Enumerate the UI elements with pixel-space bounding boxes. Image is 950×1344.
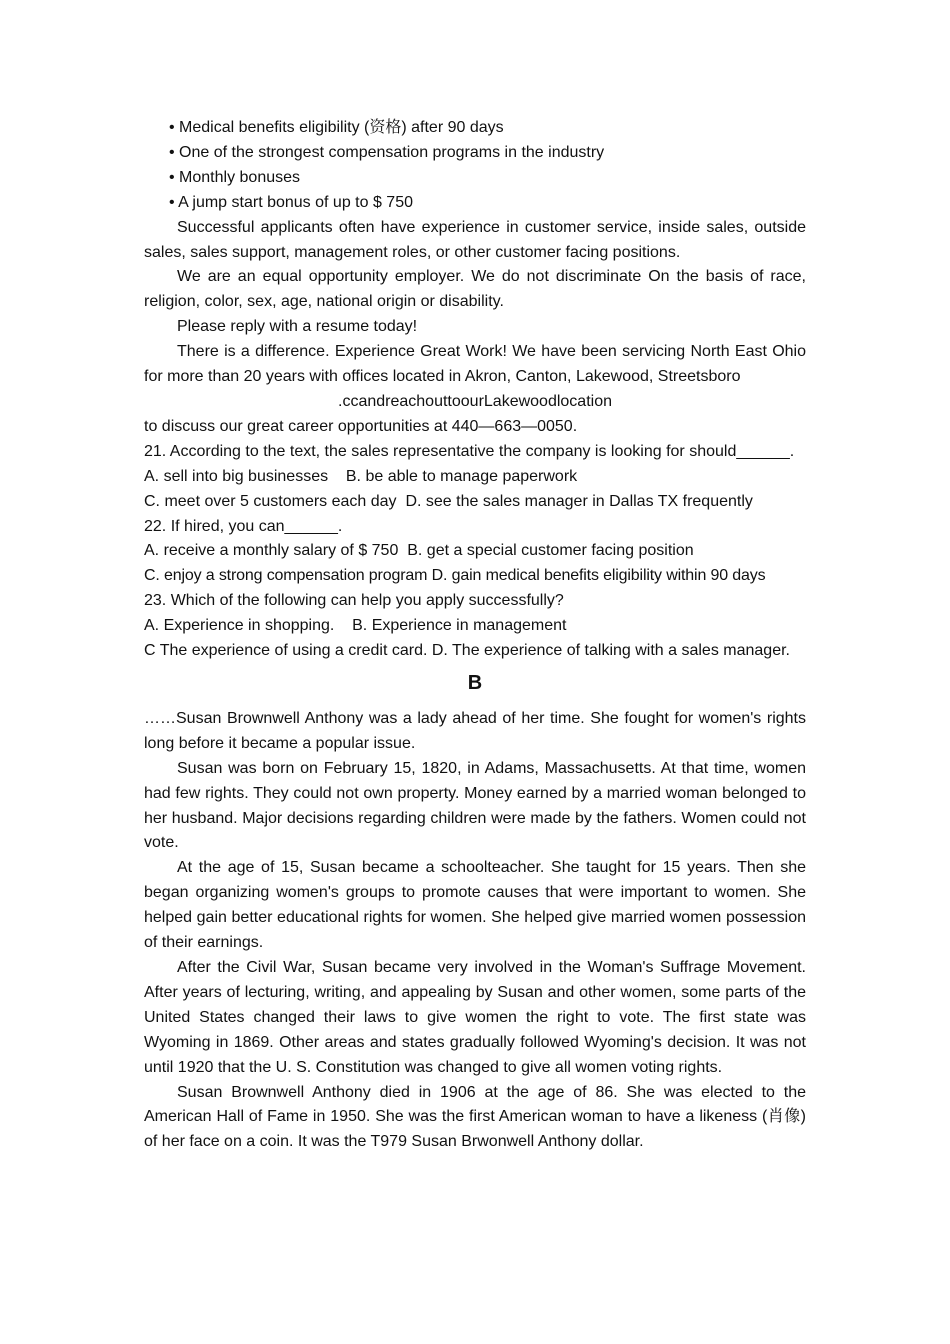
paragraph-equal-opportunity: We are an equal opportunity employer. We do not discriminate On the basis of race, religion, color, sex, age, national origin or disability. <box>144 268 806 311</box>
question-options-line: C The experience of using a credit card. D. The experience of talking with a sales manager. <box>144 642 790 660</box>
benefit-bullet-3: • Monthly bonuses <box>169 168 301 186</box>
question-stem: 21. According to the text, the sales representative the company is looking for should______. <box>144 442 795 460</box>
benefit-bullet-4: • A jump start bonus of up to $ 750 <box>169 193 413 211</box>
question-options-line: A. sell into big businesses B. be able to manage paperwork <box>144 467 578 485</box>
paragraph-reply: Please reply with a resume today! <box>177 318 418 336</box>
section-title-b: B <box>467 671 483 694</box>
benefit-bullet-1: • Medical benefits eligibility (资格) after 90 days <box>169 119 504 136</box>
question-options-line: C. meet over 5 customers each day D. see the sales manager in Dallas TX frequently <box>144 492 753 510</box>
paragraph-difference: There is a difference. Experience Great Work! We have been servicing North East Ohio for more than 20 years with offices located in Akron, Canton, Lakewood, Streetsboro <box>144 343 806 386</box>
contact-line: to discuss our great career opportunities at 440—663—0050. <box>144 417 578 435</box>
question-21 <box>144 440 806 515</box>
document-page <box>144 116 806 1155</box>
paragraph-b-legacy: Susan Brownwell Anthony died in 1906 at the age of 86. She was elected to the American Hall of Fame in 1950. She was the first American woman to have a likeness (肖像) of her face on a coin. It was the T979 Susan Brwonwell Anthony dollar. <box>144 1083 806 1151</box>
paragraph-b-suffrage: After the Civil War, Susan became very involved in the Woman's Suffrage Movement. After years of lecturing, writing, and appealing by Susan and other women, some parts of the United States changed their laws to give women the right to vote. The first state was Wyoming in 1869. Other areas and states gradually followed Wyoming's decision. It was not until 1920 that the U. S. Constitution was changed to give all women voting rights. <box>144 959 806 1076</box>
paragraph-b-teacher: At the age of 15, Susan became a schoolteacher. She taught for 15 years. Then she began organizing women's groups to promote causes that were important to women. She helped gain better educational rights for women. She helped give married women possession of their earnings. <box>144 859 806 952</box>
question-options-line: A. Experience in shopping. B. Experience in management <box>144 617 567 635</box>
question-stem: 23. Which of the following can help you apply successfully? <box>144 592 564 610</box>
benefit-bullet-2: • One of the strongest compensation programs in the industry <box>169 143 605 161</box>
garbled-location-line: .ccandreachouttoourLakewoodlocation <box>338 392 612 410</box>
benefits-list <box>144 116 806 216</box>
paragraph-applicants: Successful applicants often have experience in customer service, inside sales, outside sales, sales support, management roles, or other customer facing positions. <box>144 218 806 261</box>
question-23 <box>144 589 806 664</box>
paragraph-b-intro: ……Susan Brownwell Anthony was a lady ahead of her time. She fought for women's rights long before it became a popular issue. <box>144 709 806 752</box>
question-stem: 22. If hired, you can______. <box>144 517 343 535</box>
question-options-line: C. enjoy a strong compensation program D. gain medical benefits eligibility within 90 days <box>144 567 766 585</box>
question-options-line: A. receive a monthly salary of $ 750 B. get a special customer facing position <box>144 542 694 560</box>
question-22 <box>144 515 806 590</box>
paragraph-b-birth: Susan was born on February 15, 1820, in Adams, Massachusetts. At that time, women had few rights. They could not own property. Money earned by a married woman belonged to her husband. Major decisions regarding children were made by the fathers. Women could not vote. <box>144 759 806 852</box>
